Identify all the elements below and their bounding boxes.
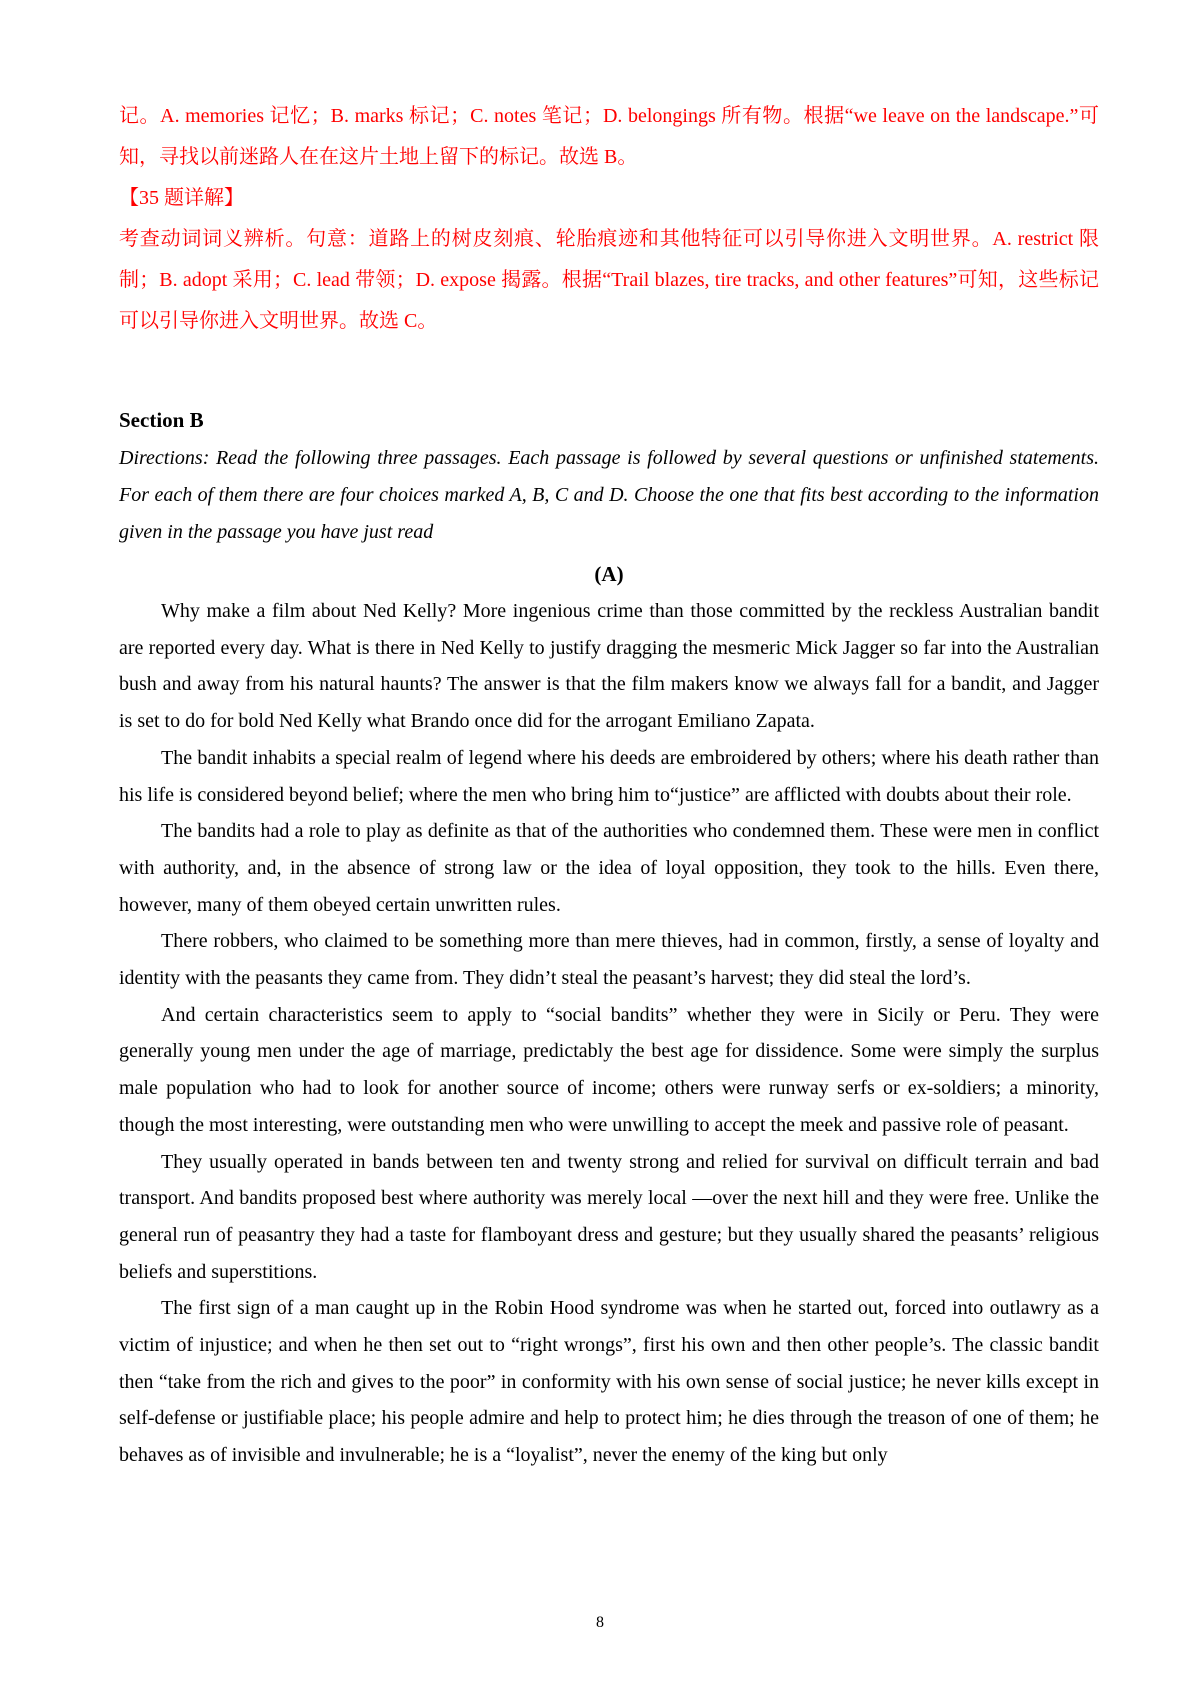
answer-q35-heading: 【35 题详解】 [119,187,244,209]
passage-paragraph: And certain characteristics seem to apply to “social bandits” whether they were in Sicily or Peru. They were generally young men under the age of marriage, predictably the best age for dissidence. Some were simply the surplus male population who had to look for another source of income; others were runway serfs or ex-soldiers; a minority, though the most interesting, were outstanding men who were unwilling to accept the meek and passive role of peasant. [119,1003,1099,1136]
passage-paragraph: There robbers, who claimed to be something more than mere thieves, had in common, firstly, a sense of loyalty and identity with the peasants they came from. They didn’t steal the peasant’s harvest; they did steal the lord’s. [119,930,1099,990]
passage-paragraph: The bandit inhabits a special realm of legend where his deeds are embroidered by others; where his death rather than his life is considered beyond belief; where the men who bring him to“justice” are afflicted with doubts about their role. [119,746,1099,806]
document-page [119,96,1099,1474]
passage-label: (A) [594,562,624,586]
passage-paragraph: Why make a film about Ned Kelly? More ingenious crime than those committed by the reckless Australian bandit are reported every day. What is there in Ned Kelly to justify dragging the mesmeric Mick Jagger so far into the Australian bush and away from his natural haunts? The answer is that the film makers know we always fall for a bandit, and Jagger is set to do for bold Ned Kelly what Brando once did for the arrogant Emiliano Zapata. [119,600,1099,733]
passage-paragraph: The first sign of a man caught up in the Robin Hood syndrome was when he started out, forced into outlawry as a victim of injustice; and when he then set out to “right wrongs”, first his own and then other people’s. The classic bandit then “take from the rich and gives to the poor” in conformity with his own sense of social justice; he never kills except in self-defense or justifiable place; his people admire and help to protect him; he dies through the treason of one of them; he behaves as of invisible and invulnerable; he is a “loyalist”, never the enemy of the king but only [119,1297,1099,1467]
answer-q34-explanation: 记。A. memories 记忆；B. marks 标记；C. notes 笔记；D. belongings 所有物。根据“we leave on the landscape.”可知，寻找以前迷路人在在这片土地上留下的标记。故选 B。 [119,105,1099,168]
passage-paragraph: They usually operated in bands between ten and twenty strong and relied for survival on difficult terrain and bad transport. And bandits proposed best where authority was merely local —over the next hill and they were free. Unlike the general run of peasantry they had a taste for flamboyant dress and gesture; but they usually shared the peasants’ religious beliefs and superstitions. [119,1150,1099,1283]
section-directions: Directions: Read the following three passages. Each passage is followed by several questions or unfinished statements. For each of them there are four choices marked A, B, C and D. Choose the one that fits best according to the information given in the passage you have just read [119,447,1099,543]
section-title: Section B [119,408,204,432]
passage-body [119,593,1099,1474]
answer-q35-explanation: 考查动词词义辨析。句意：道路上的树皮刻痕、轮胎痕迹和其他特征可以引导你进入文明世界。A. restrict 限制；B. adopt 采用；C. lead 带领；D. expose 揭露。根据“Trail blazes, tire tracks, and other features”可知，这些标记可以引导你进入文明世界。故选 C。 [119,228,1099,332]
passage-paragraph: The bandits had a role to play as definite as that of the authorities who condemned them. These were men in conflict with authority, and, in the absence of strong law or the idea of loyal opposition, they took to the hills. Even there, however, many of them obeyed certain unwritten rules. [119,820,1099,916]
page-number: 8 [596,1614,604,1631]
